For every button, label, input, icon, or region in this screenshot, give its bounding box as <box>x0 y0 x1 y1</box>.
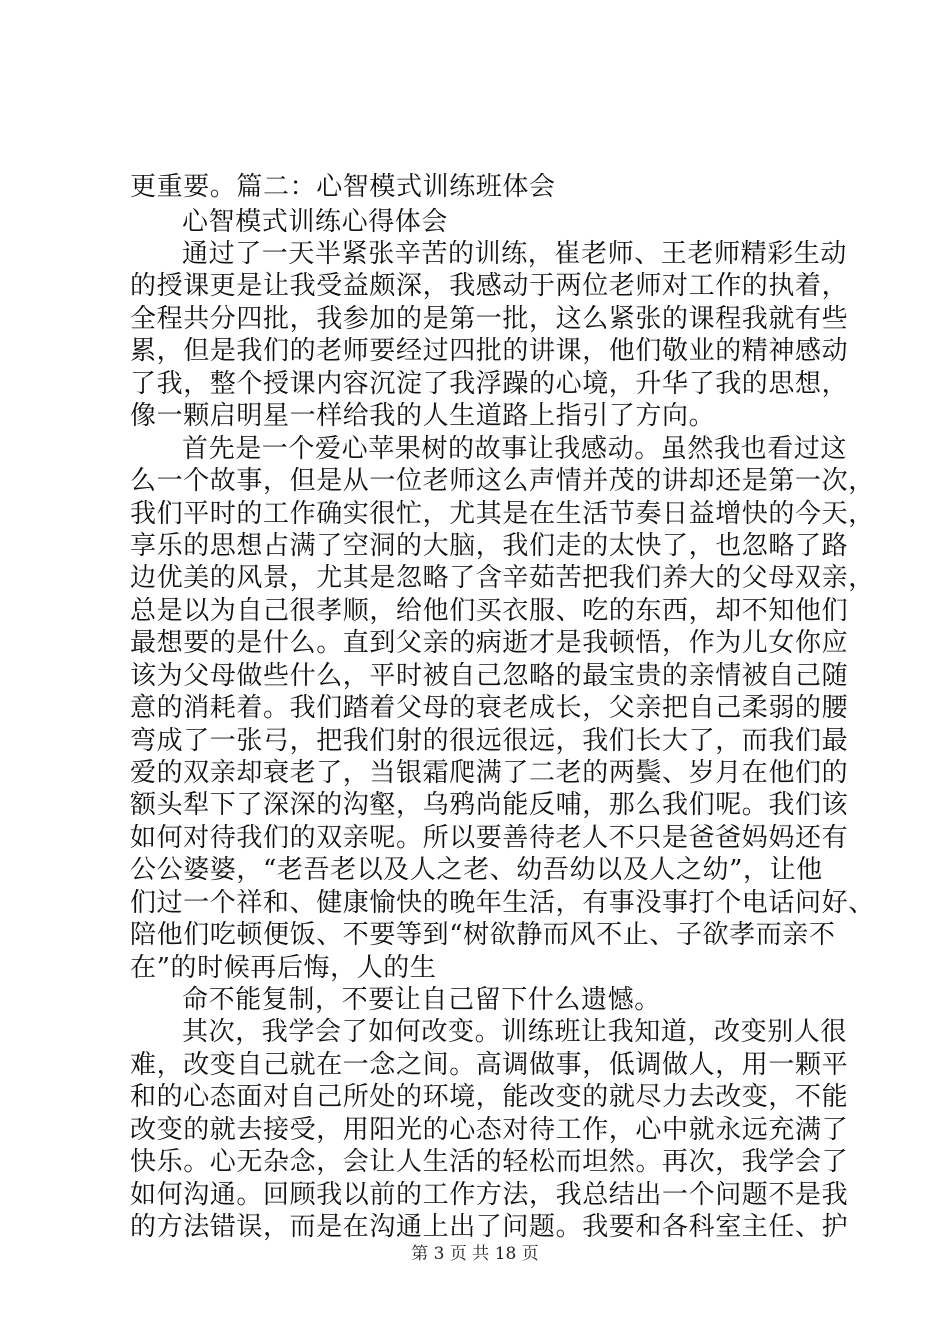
text-line: 像一颗启明星一样给我的人生道路上指引了方向。 <box>130 401 716 431</box>
text-line: 快乐。心无杂念，会让人生活的轻松而坦然。再次，我学会了 <box>130 1147 849 1177</box>
text-line: 最想要的是什么。直到父亲的病逝才是我顿悟，作为儿女你应 <box>130 628 849 658</box>
text-line: 全程共分四批，我参加的是第一批，这么紧张的课程我就有些 <box>130 304 849 334</box>
text-line: 如何对待我们的双亲呢。所以要善待老人不只是爸爸妈妈还有 <box>130 823 849 853</box>
text-line: 如何沟通。回顾我以前的工作方法，我总结出一个问题不是我 <box>130 1180 849 1210</box>
text-line: 更重要。篇二：心智模式训练班体会 <box>130 172 556 202</box>
text-line: 意的消耗着。我们踏着父母的衰老成长，父亲把自己柔弱的腰 <box>130 693 849 723</box>
text-line: 改变的就去接受，用阳光的心态对待工作，心中就永远充满了 <box>130 1115 849 1145</box>
text-line: 难，改变自己就在一念之间。高调做事，低调做人，用一颗平 <box>130 1050 849 1080</box>
text-line: 首先是一个爱心苹果树的故事让我感动。虽然我也看过这 <box>182 434 848 464</box>
section-heading: 心智模式训练心得体会 <box>182 207 449 237</box>
text-line: 们过一个祥和、健康愉快的晚年生活，有事没事打个电话问好、 <box>130 888 875 918</box>
text-line: 边优美的风景，尤其是忽略了含辛茹苦把我们养大的父母双亲， <box>130 563 875 593</box>
text-line: 其次，我学会了如何改变。训练班让我知道，改变别人很 <box>182 1017 848 1047</box>
text-line: 在”的时候再后悔，人的生 <box>130 953 437 983</box>
text-line: 爱的双亲却衰老了，当银霜爬满了二老的两鬓、岁月在他们的 <box>130 758 849 788</box>
text-line: 陪他们吃顿便饭、不要等到“树欲静而风不止、子欲孝而亲不 <box>130 920 836 950</box>
text-line: 额头犁下了深深的沟壑，乌鸦尚能反哺，那么我们呢。我们该 <box>130 790 849 820</box>
text-line: 我们平时的工作确实很忙，尤其是在生活节奏日益增快的今天， <box>130 499 875 529</box>
text-line: 的方法错误，而是在沟通上出了问题。我要和各科室主任、护 <box>130 1212 849 1242</box>
text-line: 的授课更是让我受益颇深，我感动于两位老师对工作的执着， <box>130 271 849 301</box>
text-line: 总是以为自己很孝顺，给他们买衣服、吃的东西，却不知他们 <box>130 596 849 626</box>
text-line: 公公婆婆，“老吾老以及人之老、幼吾幼以及人之幼”，让他 <box>130 855 823 885</box>
text-line: 弯成了一张弓，把我们射的很远很远，我们长大了，而我们最 <box>130 726 849 756</box>
page-number-footer: 第 3 页 共 18 页 <box>411 1244 539 1264</box>
text-line: 享乐的思想占满了空洞的大脑，我们走的太快了，也忽略了路 <box>130 531 849 561</box>
text-line: 累，但是我们的老师要经过四批的讲课，他们敬业的精神感动 <box>130 336 849 366</box>
text-line: 通过了一天半紧张辛苦的训练，崔老师、王老师精彩生动 <box>182 239 848 269</box>
text-line: 了我，整个授课内容沉淀了我浮躁的心境，升华了我的思想， <box>130 369 849 399</box>
text-line: 么一个故事，但是从一位老师这么声情并茂的讲却还是第一次， <box>130 466 875 496</box>
text-line: 该为父母做些什么，平时被自己忽略的最宝贵的亲情被自己随 <box>130 661 849 691</box>
text-line: 和的心态面对自己所处的环境，能改变的就尽力去改变，不能 <box>130 1082 849 1112</box>
text-line: 命不能复制，不要让自己留下什么遗憾。 <box>182 985 661 1015</box>
